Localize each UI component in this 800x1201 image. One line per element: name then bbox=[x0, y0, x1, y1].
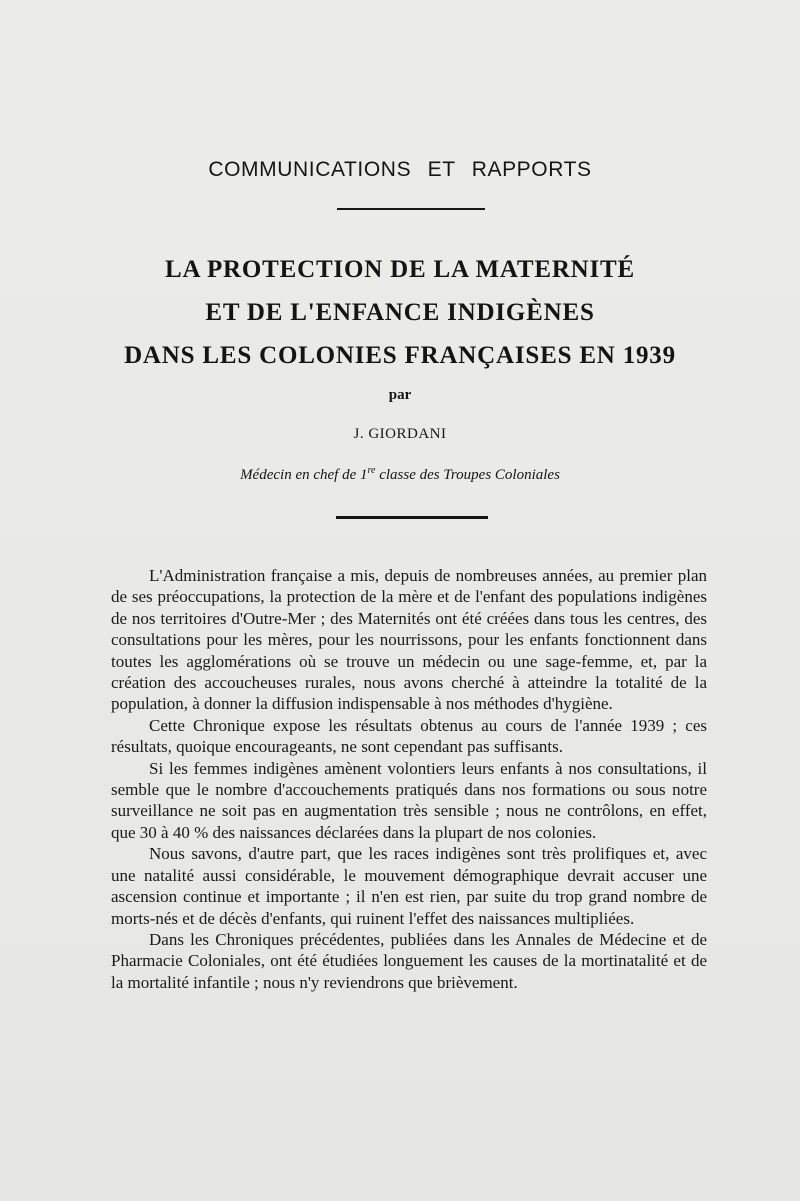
byline-par: par bbox=[388, 387, 412, 403]
body-paragraph-3: Si les femmes indigènes amènent volontiers leurs enfants à nos consultations, il semble que le nombre d'accouchements pratiqués dans nos formations ou sous notre surveillance ne soit pas en augmentation très sensible ; nous ne contrôlons, en effet, que 30 à 40 % des naissances déclarées dans la plupart de nos colonies. bbox=[111, 758, 707, 842]
affiliation-suffix: classe des Troupes Coloniales bbox=[375, 467, 560, 483]
top-divider bbox=[337, 208, 485, 210]
article-body bbox=[111, 565, 707, 993]
body-paragraph-4: Nous savons, d'autre part, que les races indigènes sont très prolifiques et, avec une natalité aussi considérable, le mouvement démographique devrait accuser une ascension continue et importante ; il n'en est rien, par suite du trop grand nombre de morts-nés et de décès d'enfants, qui ruinent l'effet des naissances multipliées. bbox=[111, 844, 707, 928]
article-title-line-3: DANS LES COLONIES FRANÇAISES EN 1939 bbox=[124, 342, 676, 369]
section-heading: COMMUNICATIONS ET RAPPORTS bbox=[208, 158, 592, 181]
affiliation-prefix: Médecin en chef de bbox=[240, 467, 360, 483]
article-title-line-2: ET DE L'ENFANCE INDIGÈNES bbox=[205, 299, 595, 326]
article-title-line-1: LA PROTECTION DE LA MATERNITÉ bbox=[164, 256, 636, 283]
affiliation-number: 1 bbox=[360, 467, 368, 483]
author-name: J. GIORDANI bbox=[353, 426, 447, 442]
author-affiliation bbox=[0, 467, 800, 484]
affiliation-superscript: re bbox=[367, 465, 376, 476]
body-paragraph-5: Dans les Chroniques précédentes, publiées dans les Annales de Médecine et de Pharmacie Coloniales, ont été étudiées longuement les causes de la mortinatalité et de la mortalité infantile ; nous n'y reviendrons que brièvement. bbox=[111, 929, 707, 992]
body-paragraph-1: L'Administration française a mis, depuis de nombreuses années, au premier plan de ses préoccupations, la protection de la mère et de l'enfant des populations indigènes de nos territoires d'Outre-Mer ; des Maternités ont été créées dans tous les centres, des consultations pour les mères, pour les nourrissons, pour les enfants fonctionnent dans toutes les agglomérations où se trouve un médecin ou une sage-femme, et, par la création des accoucheuses rurales, nous avons cherché à atteindre la totalité de la population, à donner la diffusion indispensable à nos méthodes d'hygiène. bbox=[111, 566, 707, 714]
bottom-divider bbox=[336, 516, 488, 519]
body-paragraph-2: Cette Chronique expose les résultats obtenus au cours de l'année 1939 ; ces résultats, quoique encourageants, ne sont cependant pas suffisants. bbox=[111, 715, 707, 757]
